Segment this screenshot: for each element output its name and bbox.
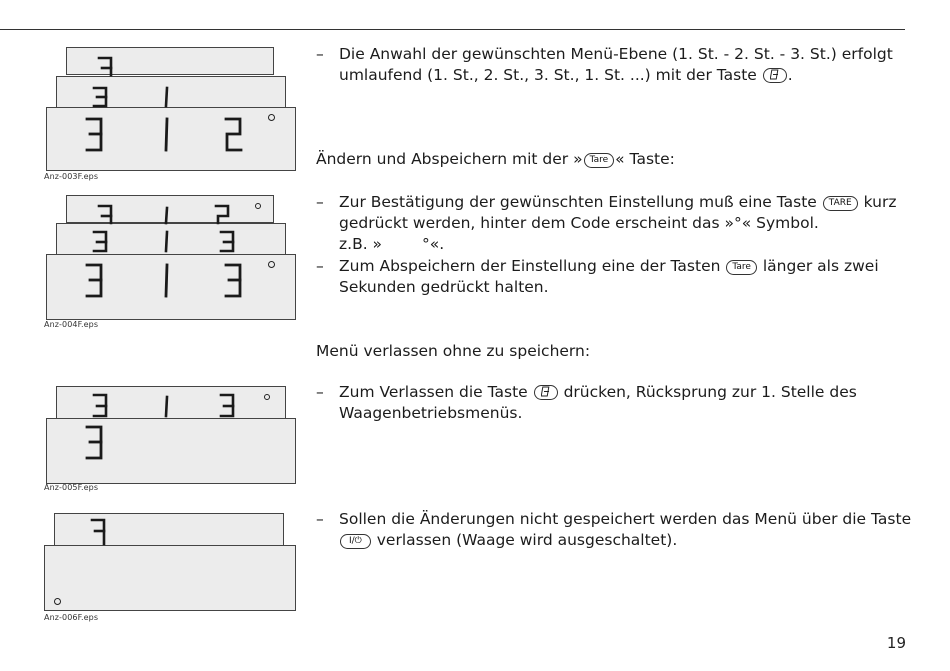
section3-heading: Menü verlassen ohne zu speichern: (316, 342, 591, 360)
section2-heading (316, 149, 675, 170)
lcd-digit (163, 263, 171, 299)
section4-line2-text: verlassen (Waage wird ausgeschaltet). (376, 531, 678, 549)
section2-b1-line1a: Zur Bestätigung der gewünschten Einstellung muß eine Taste (339, 193, 817, 211)
page-number: 19 (886, 634, 906, 652)
menu-key-icon (763, 68, 787, 83)
degree-dot (268, 114, 275, 121)
section4-line1: Sollen die Änderungen nicht gespeichert werden das Menü über die Taste (339, 510, 912, 528)
tare-key-icon: TARE (823, 196, 858, 211)
lcd-digit (163, 393, 171, 419)
lcd-digit (86, 425, 104, 461)
section2-b1-line1 (339, 192, 896, 213)
section1-line2-text: umlaufend (1. St., 2. St., 3. St., 1. St. ...) mit der Taste (339, 66, 757, 84)
lcd-panel (46, 107, 296, 171)
section2-b1-line2: gedrückt werden, hinter dem Code erscheint das »°« Symbol. (339, 214, 819, 232)
section3-b1-line1a: Zum Verlassen die Taste (339, 383, 528, 401)
lcd-digit (215, 204, 231, 224)
section2-b1-line3b: °«. (422, 235, 445, 253)
lcd-panel (46, 254, 296, 320)
on-off-key-icon: I/⏻ (340, 534, 371, 549)
section2-heading-b: « Taste: (615, 150, 675, 168)
section3-b1-line1b: drücken, Rücksprung zur 1. Stelle des (563, 383, 857, 401)
section2-b2-line1a: Zum Abspeichern der Einstellung eine der Tasten (339, 257, 721, 275)
lcd-panel (56, 386, 286, 420)
tare-key-icon: Tare (726, 260, 757, 275)
figure-caption: Anz-003F.eps (44, 172, 99, 181)
lcd-panel (54, 513, 284, 547)
section2-b2-line2: Sekunden gedrückt halten. (339, 278, 549, 296)
tare-key-icon: Tare (584, 153, 615, 168)
lcd-digit (225, 117, 243, 153)
lcd-panel (46, 418, 296, 484)
lcd-digit (163, 204, 171, 224)
lcd-digit (93, 230, 109, 254)
section1-line1: Die Anwahl der gewünschten Menü-Ebene (1. St. - 2. St. - 3. St.) erfolgt (339, 45, 893, 63)
lcd-digit (86, 117, 104, 153)
lcd-panel (56, 76, 286, 108)
lcd-panel (56, 223, 286, 255)
lcd-digit (86, 263, 104, 299)
lcd-digit (91, 518, 107, 546)
section1-line2 (339, 65, 793, 86)
lcd-panel (44, 545, 296, 611)
power-dot (54, 598, 61, 605)
section2-b2-line1b: länger als zwei (762, 257, 879, 275)
section2-b2-line1 (339, 256, 879, 277)
lcd-digit (225, 263, 243, 299)
section3-b1-line1 (339, 382, 857, 403)
menu-key-icon (534, 385, 558, 400)
figure-caption: Anz-005F.eps (44, 483, 99, 492)
section2-heading-a: Ändern und Abspeichern mit der » (316, 150, 583, 168)
lcd-digit (98, 56, 114, 76)
lcd-digit (93, 393, 109, 419)
section4-line2 (339, 530, 677, 551)
lcd-digit (98, 204, 114, 224)
lcd-digit (220, 230, 236, 254)
lcd-digit (93, 86, 109, 108)
bullet-dash: – (316, 257, 324, 275)
header-rule (0, 29, 905, 30)
section2-b1-line3 (339, 234, 444, 255)
section3-b1-line2: Waagenbetriebsmenüs. (339, 404, 523, 422)
bullet-dash: – (316, 193, 324, 211)
bullet-dash: – (316, 510, 324, 528)
lcd-digit (163, 86, 171, 108)
figure-caption: Anz-004F.eps (44, 320, 99, 329)
section2-b1-line3a: z.B. » (339, 235, 383, 253)
degree-dot (264, 394, 270, 400)
lcd-digit (163, 117, 171, 153)
bullet-dash: – (316, 45, 324, 63)
degree-dot (255, 203, 261, 209)
figure-caption: Anz-006F.eps (44, 613, 99, 622)
section2-b1-line1b: kurz (863, 193, 897, 211)
bullet-dash: – (316, 383, 324, 401)
lcd-digit (163, 230, 171, 254)
lcd-digit (220, 393, 236, 419)
degree-dot (268, 261, 275, 268)
section1-line2-end: . (787, 66, 793, 84)
